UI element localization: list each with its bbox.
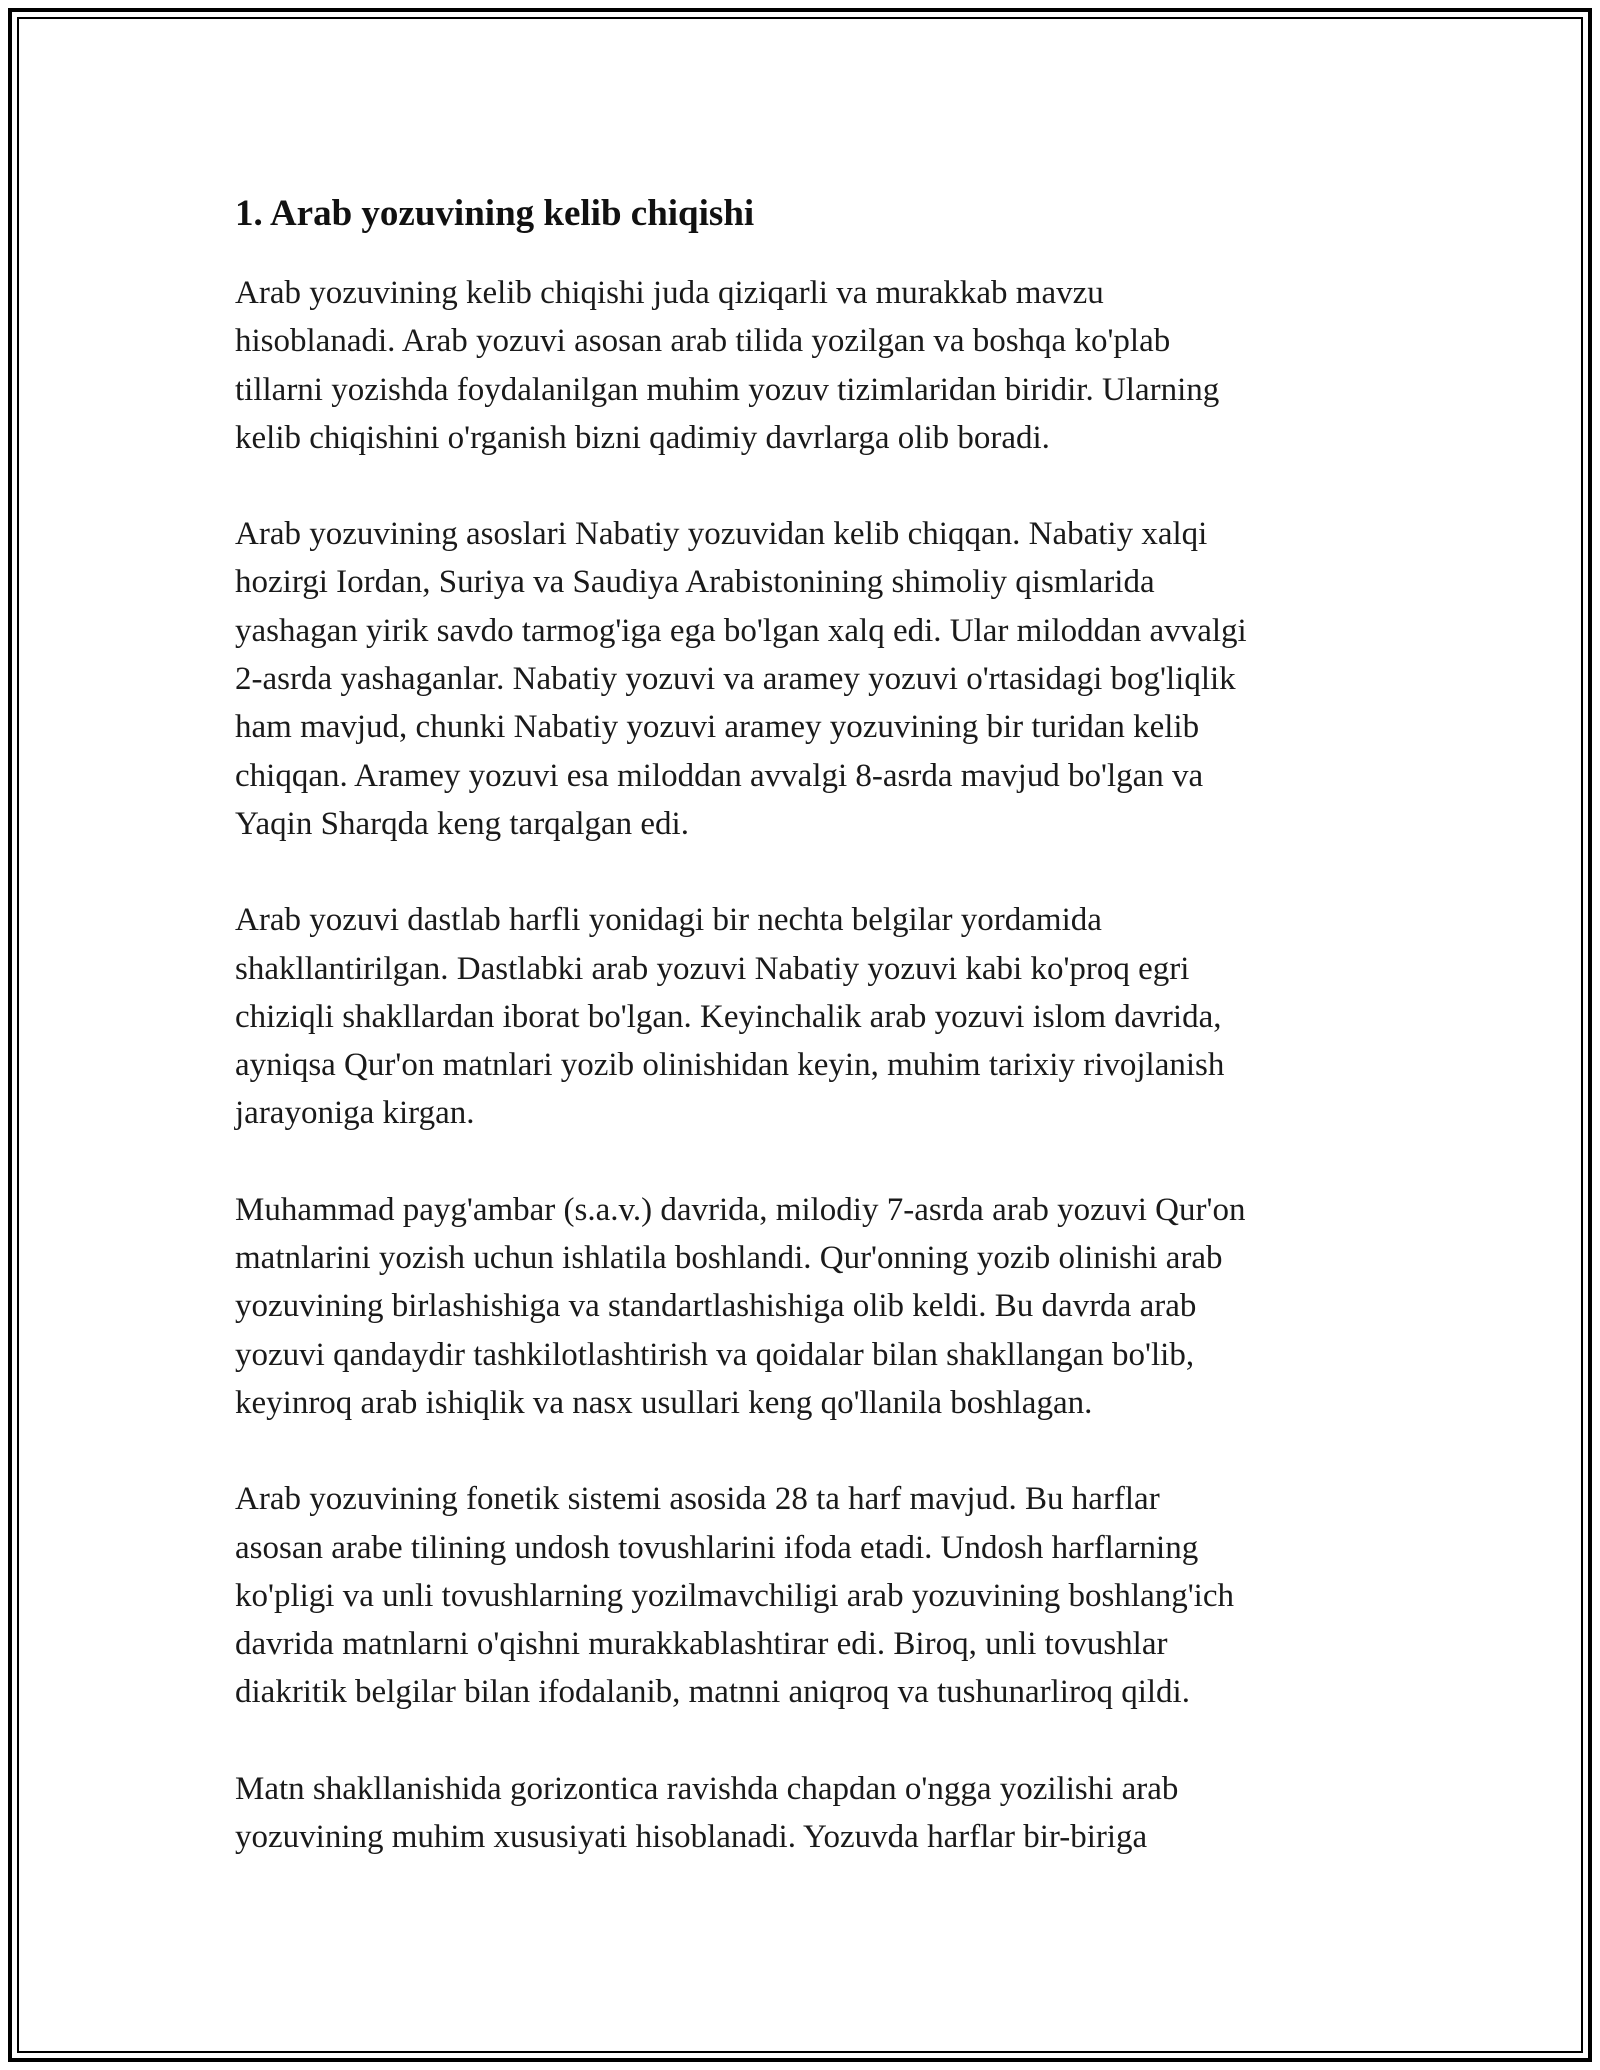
section-heading: 1. Arab yozuvining kelib chiqishi — [235, 193, 755, 234]
paragraph-6: Matn shakllanishida gorizontica ravishda chapdan o'ngga yozilishi arab yozuvining muhim xususiyati hisoblanadi. Yozuvda harflar bir-biriga — [235, 1770, 1179, 1856]
paragraph-5: Arab yozuvining fonetik sistemi asosida 28 ta harf mavjud. Bu harflar asosan arabe tilining undosh tovushlarini ifoda etadi. Undosh harflarning ko'pligi va unli tovushlarning yozilmavchiligi arab yozuvining boshlang'ich davrida matnlarni o'qishni murakkablashtirar edi. Biroq, unli tovushlar diakritik belgilar bilan ifodalanib, matnni aniqroq va tushunarliroq qildi. — [235, 1481, 1234, 1711]
paragraph-2: Arab yozuvining asoslari Nabatiy yozuvidan kelib chiqqan. Nabatiy xalqi hozirgi Iordan, Suriya va Saudiya Arabistonining shimoliy qismlarida yashagan yirik savdo tarmog'iga ega bo'lgan xalq edi. Ular miloddan avvalgi 2-asrda yashaganlar. Nabatiy yozuvi va aramey yozuvi o'rtasidagi bog'liqlik ham mavjud, chunki Nabatiy yozuvi aramey yozuvining bir turidan kelib chiqqan. Aramey yozuvi esa miloddan avvalgi 8-asrda mavjud bo'lgan va Yaqin Sharqda keng tarqalgan edi. — [235, 516, 1247, 842]
document-body — [235, 188, 1370, 1909]
paragraph-1: Arab yozuvining kelib chiqishi juda qiziqarli va murakkab mavzu hisoblanadi. Arab yozuvi asosan arab tilida yozilgan va boshqa ko'plab tillarni yozishda foydalanilgan muhim yozuv tizimlaridan biridir. Ularning kelib chiqishini o'rganish bizni qadimiy davrlarga olib boradi. — [235, 275, 1220, 456]
paragraph-3: Arab yozuvi dastlab harfli yonidagi bir nechta belgilar yordamida shakllantirilgan. Dastlabki arab yozuvi Nabatiy yozuvi kabi ko'proq egri chiziqli shakllardan iborat bo'lgan. Keyinchalik arab yozuvi islom davrida, ayniqsa Qur'on matnlari yozib olinishidan keyin, muhim tarixiy rivojlanish jarayoniga kirgan. — [235, 902, 1225, 1132]
paragraph-4: Muhammad payg'ambar (s.a.v.) davrida, milodiy 7-asrda arab yozuvi Qur'on matnlarini yozish uchun ishlatila boshlandi. Qur'onning yozib olinishi arab yozuvining birlashishiga va standartlashishiga olib keldi. Bu davrda arab yozuvi qandaydir tashkilotlashtirish va qoidalar bilan shakllangan bo'lib, keyinroq arab ishiqlik va nasx usullari keng qo'llanila boshlagan. — [235, 1191, 1246, 1421]
